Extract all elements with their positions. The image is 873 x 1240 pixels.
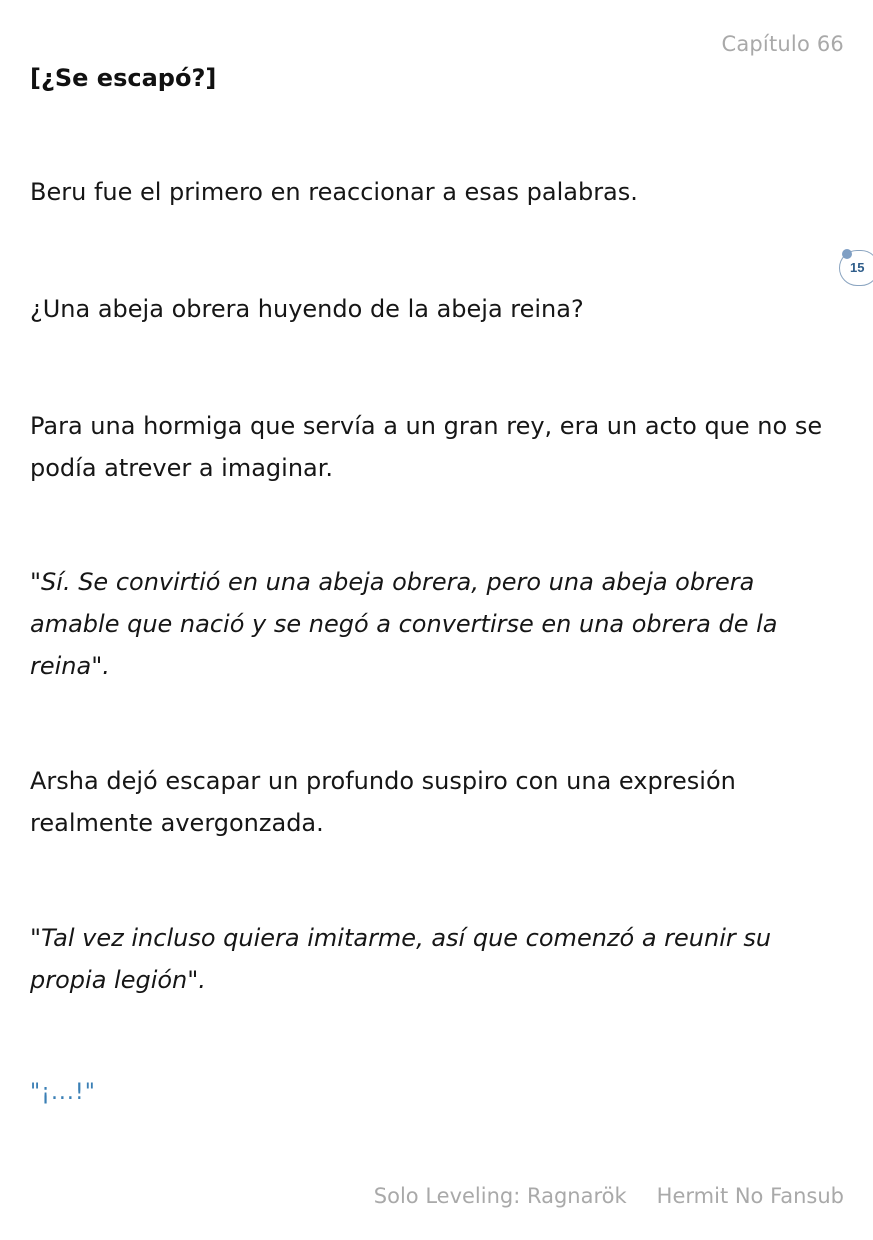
footer [374, 1184, 844, 1208]
paragraph-3: Para una hormiga que servía a un gran rey, era un acto que no se podía atrever a imaginar. [30, 412, 823, 482]
comment-count: 15 [850, 260, 865, 275]
dialogue-paragraph-1: "Sí. Se convirtió en una abeja obrera, pero una abeja obrera amable que nació y se negó a convertirse en una obrera de la reina". [30, 568, 778, 680]
badge-dot-icon [842, 249, 852, 259]
paragraph-4: Arsha dejó escapar un profundo suspiro con una expresión realmente avergonzada. [30, 767, 736, 837]
dialogue-paragraph-2: "Tal vez incluso quiera imitarme, así que comenzó a reunir su propia legión". [30, 924, 772, 994]
section-heading: [¿Se escapó?] [30, 64, 217, 92]
paragraph-1: Beru fue el primero en reaccionar a esas palabras. [30, 178, 638, 206]
paragraph-2: ¿Una abeja obrera huyendo de la abeja reina? [30, 295, 584, 323]
chapter-label: Capítulo 66 [721, 32, 844, 56]
novel-title: Solo Leveling: Ragnarök [373, 1184, 627, 1208]
translator-credit: Hermit No Fansub [656, 1184, 844, 1208]
exclamation-line: "¡...!" [30, 1080, 96, 1105]
